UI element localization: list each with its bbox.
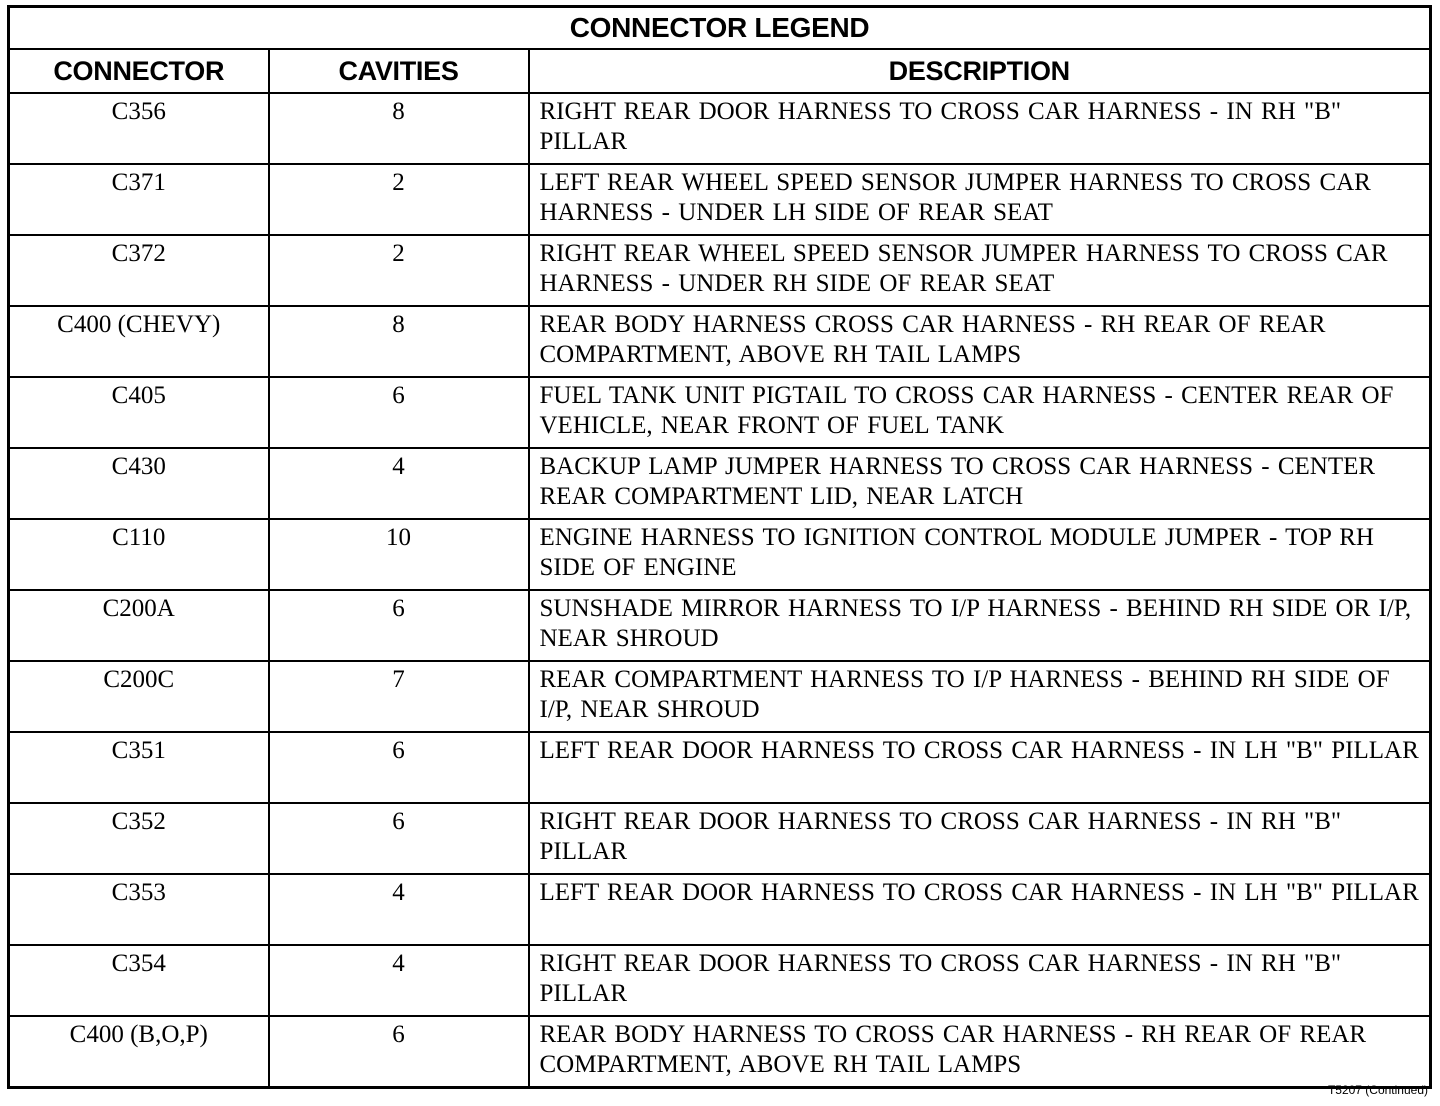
connector-cell: C200C bbox=[9, 661, 269, 732]
cavities-cell: 4 bbox=[269, 874, 529, 945]
table-row bbox=[9, 306, 1431, 377]
connector-cell: C110 bbox=[9, 519, 269, 590]
cavities-cell: 4 bbox=[269, 448, 529, 519]
cavities-cell: 10 bbox=[269, 519, 529, 590]
connector-cell: C400 (B,O,P) bbox=[9, 1016, 269, 1088]
cavities-cell: 6 bbox=[269, 377, 529, 448]
header-cavities: CAVITIES bbox=[269, 49, 529, 93]
description-cell: LEFT REAR WHEEL SPEED SENSOR JUMPER HARNESS TO CROSS CAR HARNESS - UNDER LH SIDE OF REAR SEAT bbox=[529, 164, 1431, 235]
cavities-cell: 6 bbox=[269, 803, 529, 874]
table-row bbox=[9, 235, 1431, 306]
description-cell: FUEL TANK UNIT PIGTAIL TO CROSS CAR HARNESS - CENTER REAR OF VEHICLE, NEAR FRONT OF FUEL TANK bbox=[529, 377, 1431, 448]
cavities-cell: 4 bbox=[269, 945, 529, 1016]
cavities-cell: 2 bbox=[269, 164, 529, 235]
cavities-cell: 7 bbox=[269, 661, 529, 732]
cavities-cell: 6 bbox=[269, 1016, 529, 1088]
cavities-cell: 6 bbox=[269, 590, 529, 661]
figure-reference-note: T5207 (Continued) bbox=[1327, 1083, 1428, 1097]
cavities-cell: 8 bbox=[269, 93, 529, 164]
table-row bbox=[9, 93, 1431, 164]
table-row bbox=[9, 1016, 1431, 1088]
description-cell: RIGHT REAR DOOR HARNESS TO CROSS CAR HARNESS - IN RH "B" PILLAR bbox=[529, 93, 1431, 164]
description-cell: BACKUP LAMP JUMPER HARNESS TO CROSS CAR HARNESS - CENTER REAR COMPARTMENT LID, NEAR LATCH bbox=[529, 448, 1431, 519]
cavities-cell: 8 bbox=[269, 306, 529, 377]
connector-cell: C371 bbox=[9, 164, 269, 235]
table-row bbox=[9, 661, 1431, 732]
description-cell: RIGHT REAR WHEEL SPEED SENSOR JUMPER HARNESS TO CROSS CAR HARNESS - UNDER RH SIDE OF REAR SEAT bbox=[529, 235, 1431, 306]
connector-cell: C356 bbox=[9, 93, 269, 164]
header-connector: CONNECTOR bbox=[9, 49, 269, 93]
connector-cell: C200A bbox=[9, 590, 269, 661]
connector-cell: C372 bbox=[9, 235, 269, 306]
description-cell: LEFT REAR DOOR HARNESS TO CROSS CAR HARNESS - IN LH "B" PILLAR bbox=[529, 874, 1431, 945]
description-cell: REAR BODY HARNESS TO CROSS CAR HARNESS - RH REAR OF REAR COMPARTMENT, ABOVE RH TAIL LAMPS bbox=[529, 1016, 1431, 1088]
connector-legend-table bbox=[7, 5, 1432, 1089]
connector-cell: C354 bbox=[9, 945, 269, 1016]
description-cell: REAR BODY HARNESS CROSS CAR HARNESS - RH REAR OF REAR COMPARTMENT, ABOVE RH TAIL LAMPS bbox=[529, 306, 1431, 377]
description-cell: ENGINE HARNESS TO IGNITION CONTROL MODULE JUMPER - TOP RH SIDE OF ENGINE bbox=[529, 519, 1431, 590]
description-cell: RIGHT REAR DOOR HARNESS TO CROSS CAR HARNESS - IN RH "B" PILLAR bbox=[529, 803, 1431, 874]
description-cell: RIGHT REAR DOOR HARNESS TO CROSS CAR HARNESS - IN RH "B" PILLAR bbox=[529, 945, 1431, 1016]
cavities-cell: 6 bbox=[269, 732, 529, 803]
connector-cell: C400 (CHEVY) bbox=[9, 306, 269, 377]
connector-cell: C430 bbox=[9, 448, 269, 519]
connector-cell: C405 bbox=[9, 377, 269, 448]
table-row bbox=[9, 945, 1431, 1016]
legend-title: CONNECTOR LEGEND bbox=[9, 7, 1431, 50]
table-row bbox=[9, 519, 1431, 590]
table-row bbox=[9, 874, 1431, 945]
table-row bbox=[9, 590, 1431, 661]
connector-cell: C352 bbox=[9, 803, 269, 874]
description-cell: SUNSHADE MIRROR HARNESS TO I/P HARNESS - BEHIND RH SIDE OR I/P, NEAR SHROUD bbox=[529, 590, 1431, 661]
table-row bbox=[9, 803, 1431, 874]
table-row bbox=[9, 377, 1431, 448]
connector-cell: C351 bbox=[9, 732, 269, 803]
description-cell: LEFT REAR DOOR HARNESS TO CROSS CAR HARNESS - IN LH "B" PILLAR bbox=[529, 732, 1431, 803]
connector-cell: C353 bbox=[9, 874, 269, 945]
table-row bbox=[9, 164, 1431, 235]
cavities-cell: 2 bbox=[269, 235, 529, 306]
table-row bbox=[9, 448, 1431, 519]
header-description: DESCRIPTION bbox=[529, 49, 1431, 93]
table-row bbox=[9, 732, 1431, 803]
description-cell: REAR COMPARTMENT HARNESS TO I/P HARNESS - BEHIND RH SIDE OF I/P, NEAR SHROUD bbox=[529, 661, 1431, 732]
